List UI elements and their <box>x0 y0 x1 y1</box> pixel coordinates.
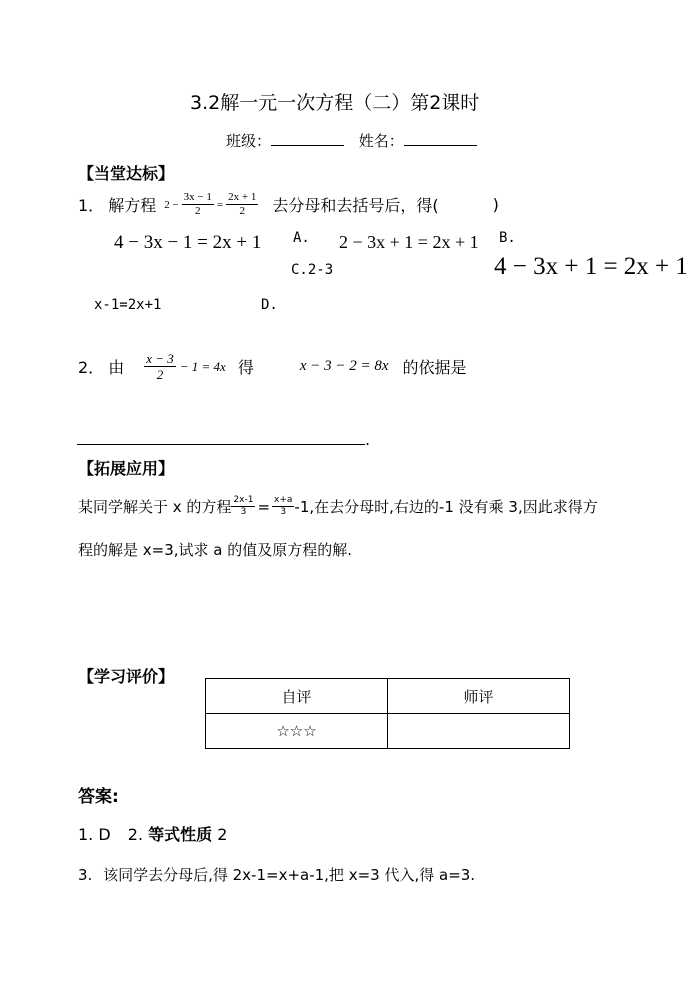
answers-line-2 <box>78 864 475 885</box>
header-self-eval: 自评 <box>206 679 388 714</box>
q1-suffix: 去分母和去括号后，得( <box>272 196 439 215</box>
extension-problem-line-1 <box>78 496 598 517</box>
problem-text-b: -1,在去分母时,右边的-1 没有乘 3,因此求得方 <box>294 498 598 516</box>
q1-prefix: 解方程 <box>108 196 157 215</box>
q1-label-a: A. <box>293 230 310 246</box>
problem-eq: = <box>257 497 271 516</box>
q2-fraction <box>144 352 176 381</box>
q1-equation <box>164 192 258 217</box>
section-heading-evaluation: 【学习评价】 <box>78 667 175 686</box>
teacher-eval-cell[interactable] <box>388 714 570 749</box>
q2-suffix: 的依据是 <box>402 358 467 377</box>
table-row <box>206 679 570 714</box>
problem-frac1-num: 2x-1 <box>233 495 254 505</box>
section-heading-extension: 【拓展应用】 <box>78 459 175 478</box>
q2-end-period: . <box>365 430 371 449</box>
q1-label-b: B. <box>499 230 516 246</box>
evaluation-table <box>205 678 570 749</box>
q2-frac-den: 2 <box>156 367 164 382</box>
q1-option-eq3: 4 − 3x + 1 = 2x + 1 <box>494 253 688 280</box>
answer-2-suffix: 2 <box>217 825 228 844</box>
q1-frac1-den: 2 <box>195 205 201 217</box>
q2-answer-line <box>77 428 370 449</box>
q2-number: 2． <box>78 358 105 377</box>
q2-prefix: 由 <box>108 358 125 377</box>
problem-frac2-den: 3 <box>280 507 287 517</box>
answer-3-text: 该同学去分母后,得 2x-1=x+a-1,把 x=3 代入,得 a=3. <box>103 866 476 884</box>
answers-line-1 <box>78 822 227 845</box>
q2-word: 得 <box>237 358 254 377</box>
class-label: 班级： <box>226 132 272 150</box>
q1-option-eq1: 4 − 3x − 1 = 2x + 1 <box>114 232 262 253</box>
header-teacher-eval: 师评 <box>388 679 570 714</box>
q1-frac2-num: 2x + 1 <box>228 191 257 203</box>
q2-equation-2: x − 3 − 2 = 8x <box>299 358 389 374</box>
q1-frac2-den: 2 <box>239 205 245 217</box>
section-heading-practice: 【当堂达标】 <box>78 164 175 183</box>
class-blank[interactable] <box>271 131 344 146</box>
q1-frac1-num: 3x − 1 <box>183 191 212 203</box>
table-row <box>206 714 570 749</box>
q1-fraction-2 <box>226 192 258 217</box>
q2-frac-num: x − 3 <box>146 351 174 366</box>
answers-heading: 答案: <box>78 787 119 807</box>
q1-label-d: D. <box>261 297 278 313</box>
q1-fragment-c: C.2-3 <box>291 262 334 278</box>
q1-eq-lead: 2 − <box>164 198 179 211</box>
problem-frac2-num: x+a <box>274 495 293 505</box>
q2-answer-blank[interactable] <box>77 428 365 445</box>
q1-option-eq2: 2 − 3x + 1 = 2x + 1 <box>339 232 479 252</box>
q1-option-eq4: x-1=2x+1 <box>94 297 162 313</box>
problem-fraction-1 <box>231 496 255 517</box>
question-1 <box>78 192 499 217</box>
q2-eq-rest: − 1 = 4x <box>179 358 226 374</box>
answer-3-number: 3. <box>78 866 93 884</box>
answer-2-text: 等式性质 <box>148 825 213 844</box>
q1-close-paren: ) <box>492 195 499 214</box>
self-eval-stars[interactable]: ☆☆☆ <box>206 714 388 749</box>
q1-number: 1． <box>78 196 105 215</box>
name-blank[interactable] <box>404 131 477 146</box>
problem-text-a: 某同学解关于 x 的方程 <box>78 498 232 516</box>
extension-problem-line-2: 程的解是 x=3,试求 a 的值及原方程的解. <box>78 541 353 559</box>
question-2 <box>78 352 467 381</box>
page-title: 3.2解一元一次方程（二）第2课时 <box>190 92 480 114</box>
problem-frac1-den: 3 <box>240 507 247 517</box>
answer-2-number: 2. <box>127 825 144 844</box>
answer-1: 1. D <box>78 825 111 844</box>
class-name-line <box>226 130 477 151</box>
q1-eq-mid: = <box>216 198 224 211</box>
q2-equation-1 <box>144 352 226 381</box>
problem-fraction-2 <box>272 496 294 517</box>
q1-fraction-1 <box>182 192 214 217</box>
name-label: 姓名： <box>358 132 404 150</box>
